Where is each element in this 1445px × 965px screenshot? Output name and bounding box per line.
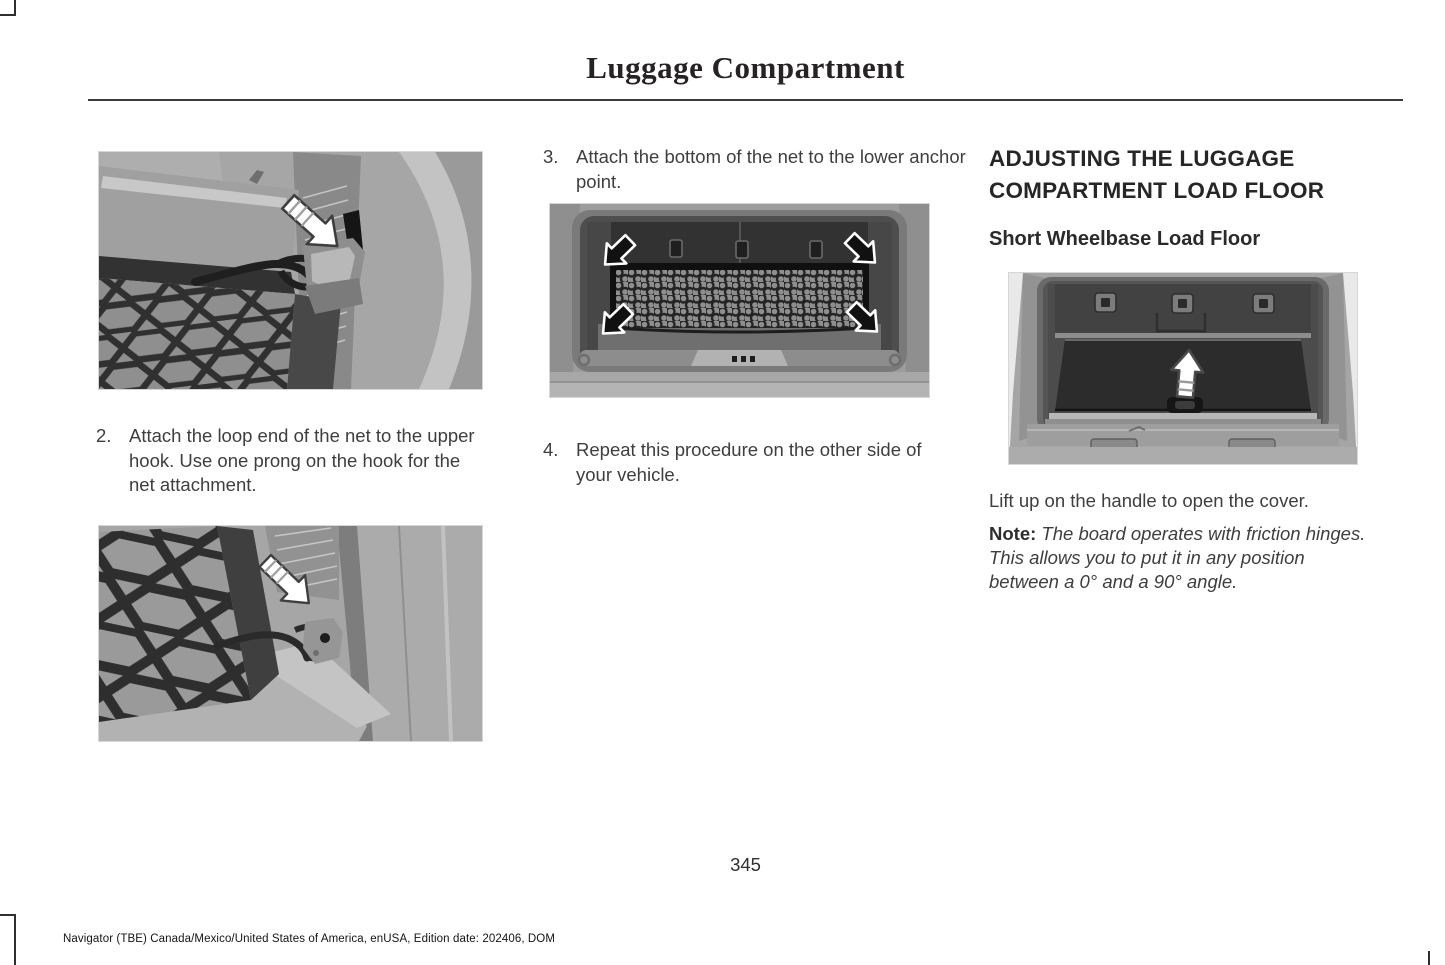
net-upper-hook-illustration [99,152,482,389]
page-title: Luggage Compartment [586,50,905,85]
figure-net-upper-hook [98,151,483,390]
step-3-number: 3. [543,146,559,167]
header-rule [88,99,1403,101]
lift-handle-text: Lift up on the handle to open the cover. [989,490,1309,511]
cargo-net-mesh [99,278,295,389]
step-4 [543,438,973,487]
note-text: The board operates with friction hinges. This allows you to put it in any position between a 0° and a 90° angle. [989,523,1366,592]
load-floor-handle [1167,397,1203,413]
step-4-number: 4. [543,439,559,460]
figure-net-lower-anchor [98,525,483,742]
folded-seatbacks [1055,284,1311,338]
step-3 [543,145,973,194]
crop-mark-bottom-left-v [14,914,16,965]
page-number: 345 [730,854,761,875]
note-paragraph [989,522,1375,594]
crop-mark-top-left-h [0,14,16,16]
bumper-sill [1009,413,1357,464]
step-2-text: Attach the loop end of the net to the upper hook. Use one prong on the hook for the net attachment. [129,425,475,496]
net-lower-anchor-illustration [99,526,482,741]
figure-load-floor [1008,272,1358,465]
section-subheading: Short Wheelbase Load Floor [989,228,1261,250]
footer-edition-line: Navigator (TBE) Canada/Mexico/United States of America, enUSA, Edition date: 202406, DOM [63,933,556,945]
cargo-net [610,263,869,332]
note-label: Note: [989,523,1037,544]
bumper-sill [550,350,929,397]
figure-cargo-net-installed [549,203,930,398]
load-floor-illustration [1009,273,1357,464]
step-2 [96,424,496,498]
cargo-net-installed-illustration [550,204,929,397]
step-3-text: Attach the bottom of the net to the lower anchor point. [576,146,966,192]
step-4-text: Repeat this procedure on the other side of your vehicle. [576,439,922,485]
step-2-number: 2. [96,425,112,446]
crop-mark-bottom-right [1428,951,1430,965]
section-heading: ADJUSTING THE LUGGAGE COMPARTMENT LOAD FLOOR [989,146,1325,203]
